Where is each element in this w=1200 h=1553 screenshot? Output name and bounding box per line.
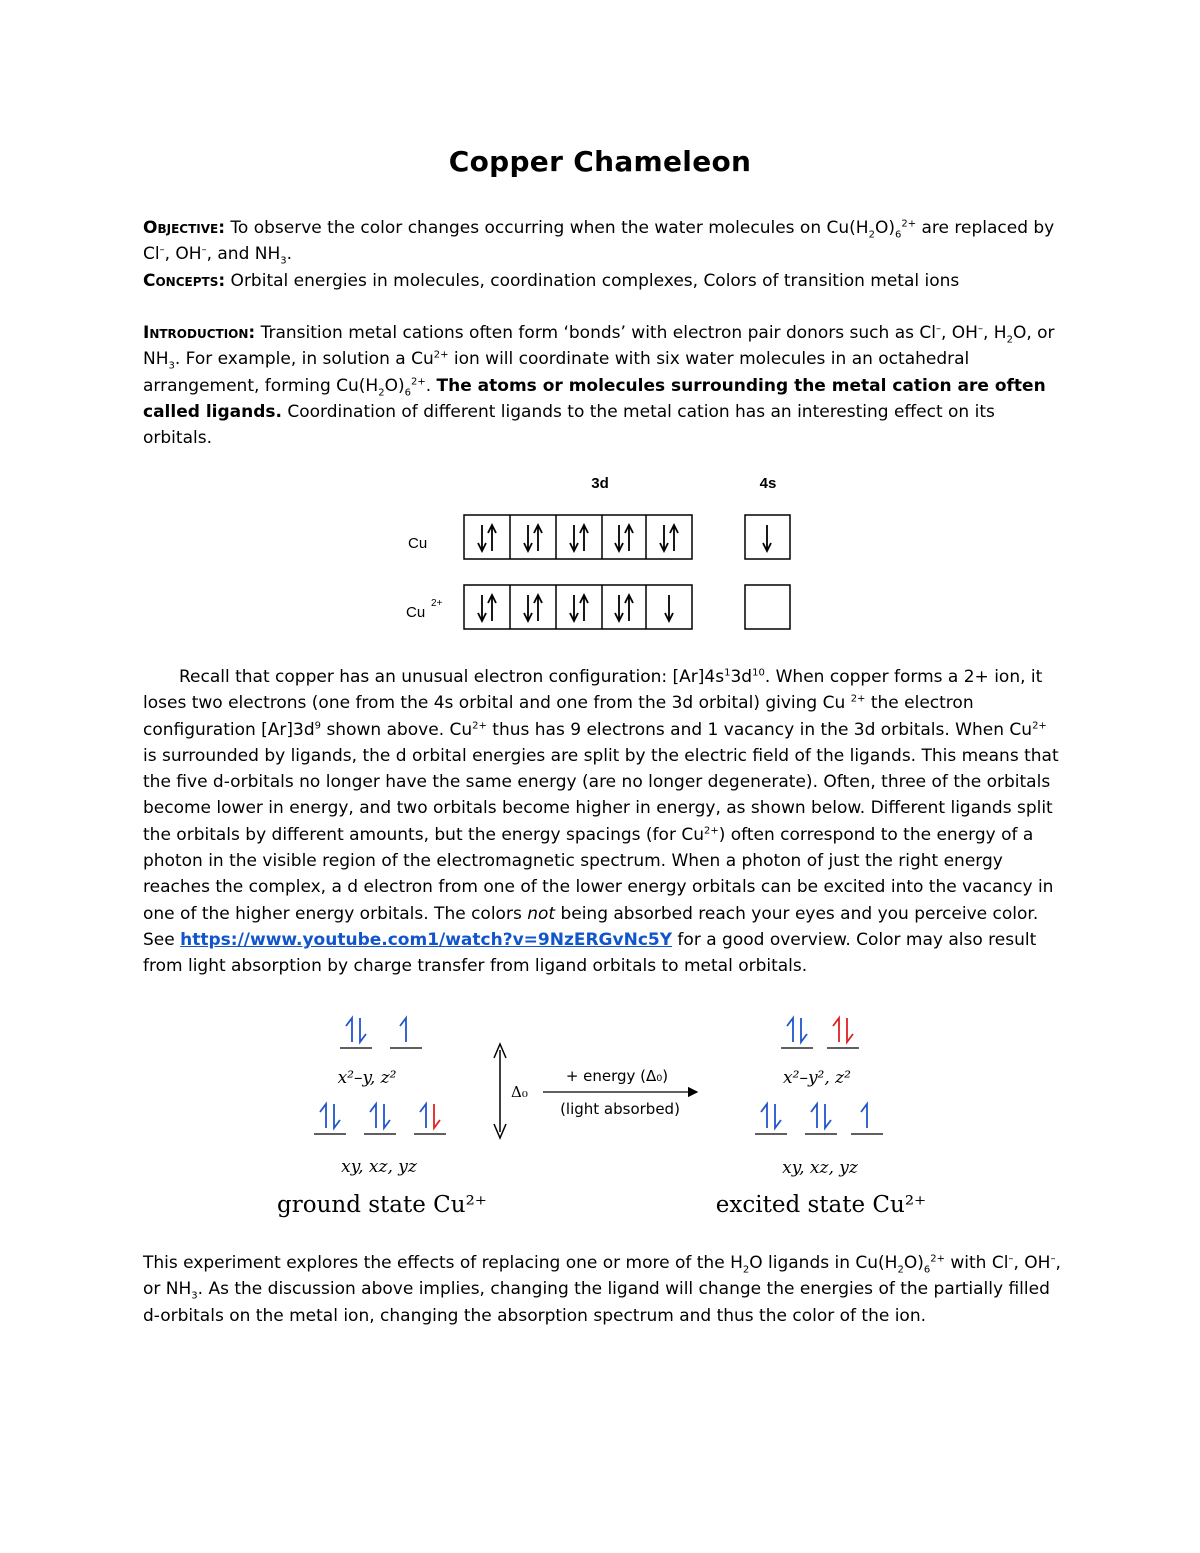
- concepts-label: Concepts:: [143, 270, 226, 291]
- spin-up-arrow: [370, 1104, 376, 1128]
- electron-up-arrow: [625, 595, 633, 621]
- ground-upper-label: x²–y, z²: [337, 1068, 397, 1088]
- introduction-paragraph: Introduction: Transition metal cations often form ‘bonds’ with electron pair donors such as Cl–, OH–, $H_2O$, or $NH_3$. For example, in solution a $Cu^{2+}$ ion will coordinate with six water molecules in an octahedral arrangement, forming $Cu(H_2O)_6^{2+}$. The atoms or molecules surrounding the metal cation are often called ligands. Coordination of different ligands to the metal cation has an interesting effect on its orbitals.: [143, 323, 1055, 449]
- spin-down-arrow: [334, 1104, 340, 1128]
- closing-paragraph: This experiment explores the effects of replacing one or more of the $H_2O$ ligands in $Cu(H_2O)_6^{2+}$ with Cl–, OH–, or $NH_3$. As the discussion above implies, changing the ligand will change the energies of the partially filled d-orbitals on the metal ion, changing the absorption spectrum and thus the color of the ion.: [143, 1253, 1061, 1326]
- electron-down-arrow: [615, 525, 623, 551]
- label-3d: 3d: [591, 475, 609, 492]
- electron-down-arrow: [570, 525, 578, 551]
- ground-state-caption: ground state Cu²⁺: [277, 1192, 487, 1218]
- row-label-cu2-charge: 2+: [431, 598, 443, 609]
- excited-upper-label: x²–y², z²: [783, 1068, 851, 1088]
- row-label-cu: Cu: [408, 535, 428, 552]
- electron-down-arrow: [478, 525, 486, 551]
- page-title: Copper Chameleon: [448, 145, 752, 178]
- emphasis-not: not: [527, 903, 556, 924]
- electron-down-arrow: [478, 595, 486, 621]
- spin-down-arrow: [384, 1104, 390, 1128]
- electron-down-arrow: [524, 595, 532, 621]
- spin-up-arrow: [420, 1104, 426, 1128]
- spin-up-arrow: [320, 1104, 326, 1128]
- energy-label: + energy (Δ₀): [565, 1067, 669, 1085]
- delta-label: Δ₀: [511, 1083, 528, 1101]
- objective-paragraph: Objective: To observe the color changes occurring when the water molecules on $Cu(H_2O)_6^{2+}$ are replaced by Cl–, OH–, and $NH_3$. Concepts: Orbital energies in molecules, coordination complexes, Colors of transition metal ions: [143, 218, 1055, 291]
- electron-down-arrow: [524, 525, 532, 551]
- orbital-row-cu2-3d: [464, 585, 692, 629]
- electron-down-arrow: [615, 595, 623, 621]
- excited-state-caption: excited state Cu²⁺: [715, 1192, 927, 1218]
- youtube-link[interactable]: https://www.youtube.com1/watch?v=9NzERGvNc5Y: [180, 929, 673, 950]
- spin-down-arrow: [801, 1018, 807, 1042]
- recall-paragraph: Recall that copper has an unusual electron configuration: $[Ar]4s^13d^{10}$. When copper forms a 2+ ion, it loses two electrons (one from the 4s orbital and one from the 3d orbital) giving Cu $^{2+}$ the electron configuration $[Ar]3d^9$ shown above. $Cu^{2+}$ thus has 9 electrons and 1 vacancy in the 3d orbitals. When $Cu^{2+}$ is surrounded by ligands, the d orbital energies are split by the electric field of the ligands. This means that the five d-orbitals no longer have the same energy (are no longer degenerate). Often, three of the orbitals become lower in energy, and two orbitals become higher in energy, as shown below. Different ligands split the orbitals by different amounts, but the energy spacings (for $Cu^{2+}$) often correspond to the energy of a photon in the visible region of the electromagnetic spectrum. When a photon of just the right energy reaches the complex, a d electron from one of the lower energy orbitals can be excited into the vacancy in one of the higher energy orbitals. The colors not being absorbed reach your eyes and you perceive color. See https://www.youtube.com1/watch?v=9NzERGvNc5Y for a good overview. Color may also result from light absorption by charge transfer from ligand orbitals to metal orbitals.: [143, 667, 1059, 977]
- ground-lower-label: xy, xz, yz: [341, 1157, 417, 1177]
- spin-down-arrow: [825, 1104, 831, 1128]
- spin-down-arrow: [434, 1104, 440, 1128]
- orbital-row-cu-3d: [464, 515, 692, 559]
- spin-up-arrow: [833, 1018, 839, 1042]
- excited-lower-label: xy, xz, yz: [782, 1158, 858, 1178]
- electron-up-arrow: [534, 525, 542, 551]
- spin-up-arrow: [346, 1018, 352, 1042]
- electron-up-arrow: [580, 595, 588, 621]
- ligand-definition: The atoms or molecules surrounding the metal cation are often called ligands.: [143, 375, 1046, 422]
- electron-up-arrow: [488, 525, 496, 551]
- electron-4s-arrow: [763, 525, 771, 551]
- d-orbital-splitting-diagram: [255, 1010, 955, 1225]
- electron-configuration-diagram: [380, 465, 820, 645]
- orbital-boxes: [464, 515, 790, 629]
- electron-up-arrow: [534, 595, 542, 621]
- orbital-row-cu2-4s: [745, 585, 790, 629]
- label-4s: 4s: [759, 475, 777, 492]
- spin-down-arrow: [775, 1104, 781, 1128]
- spin-up-arrow: [761, 1104, 767, 1128]
- introduction-label: Introduction:: [143, 323, 256, 343]
- electron-down-arrow: [665, 595, 673, 621]
- concepts-text: Orbital energies in molecules, coordination complexes, Colors of transition metal ions: [225, 270, 960, 291]
- electron-down-arrow: [660, 525, 668, 551]
- spin-up-arrow: [787, 1018, 793, 1042]
- objective-label: Objective:: [143, 218, 225, 238]
- spin-up-arrow: [861, 1104, 867, 1128]
- electron-down-arrow: [570, 595, 578, 621]
- electron-up-arrow: [580, 525, 588, 551]
- spin-up-arrow: [400, 1018, 406, 1042]
- electron-up-arrow: [625, 525, 633, 551]
- row-label-cu2: Cu: [406, 604, 426, 621]
- absorbed-label: (light absorbed): [560, 1100, 680, 1118]
- spin-up-arrow: [811, 1104, 817, 1128]
- spin-down-arrow: [360, 1018, 366, 1042]
- spin-down-arrow: [847, 1018, 853, 1042]
- electron-up-arrow: [670, 525, 678, 551]
- electron-up-arrow: [488, 595, 496, 621]
